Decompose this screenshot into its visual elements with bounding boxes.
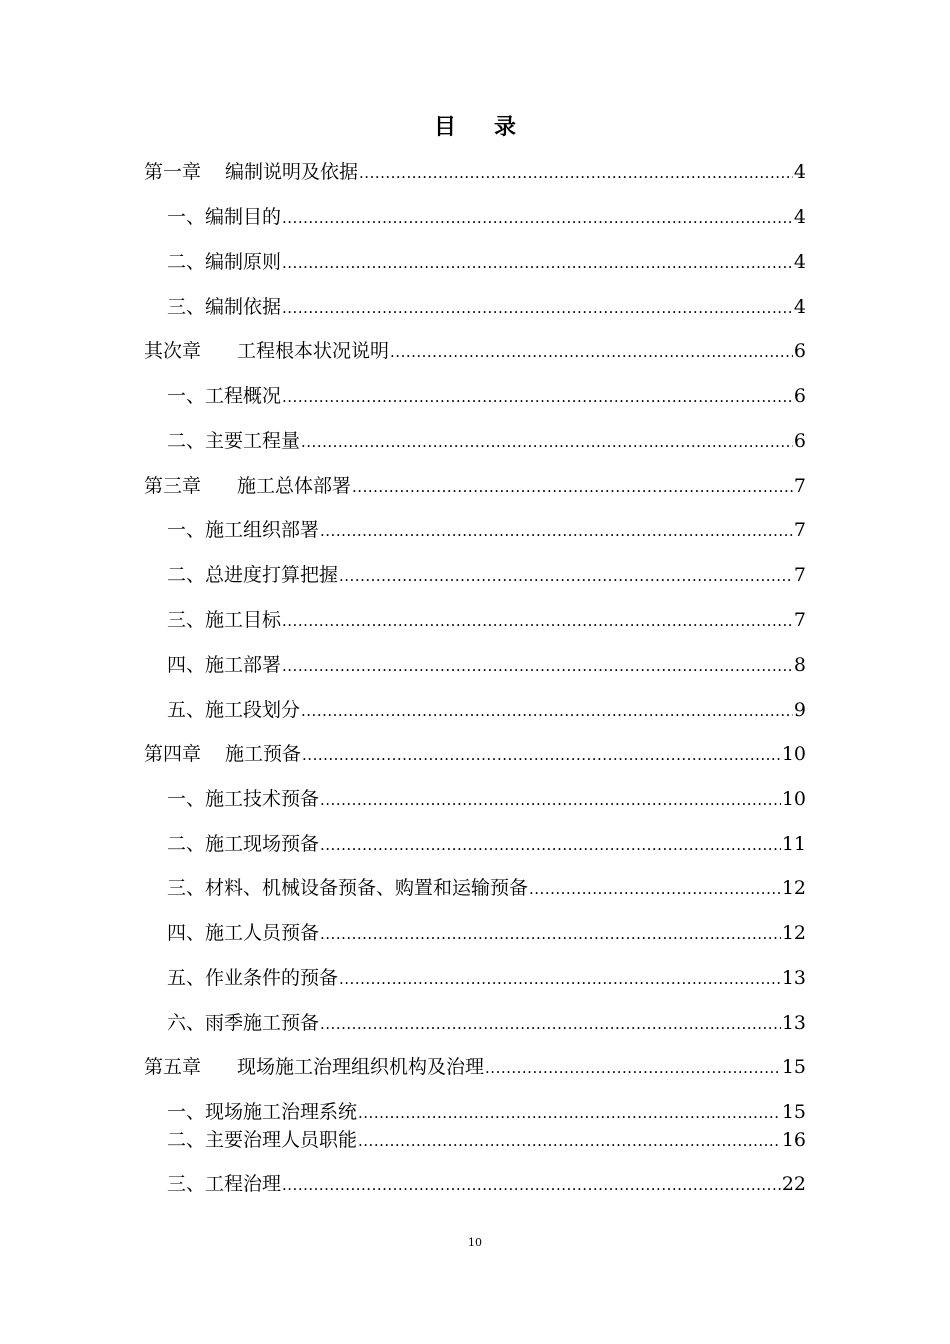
toc-dot-leader (359, 157, 793, 188)
toc-dot-leader (529, 873, 781, 904)
toc-chapter-label: 第一章 (144, 161, 202, 183)
toc-section-title: 五、施工段划分 (167, 699, 301, 721)
toc-section-entry[interactable] (167, 873, 806, 903)
toc-chapter-title: 现场施工治理组织机构及治理 (237, 1056, 485, 1078)
toc-dot-leader (301, 426, 793, 457)
toc-section-entry[interactable] (167, 560, 806, 590)
toc-page-number: 16 (781, 1129, 806, 1151)
toc-section-entry[interactable] (167, 1169, 806, 1199)
toc-dot-leader (302, 739, 781, 770)
toc-page-number: 6 (793, 385, 806, 407)
toc-dot-leader (485, 1052, 781, 1083)
toc-page-number: 15 (781, 1101, 806, 1123)
toc-section-title: 四、施工人员预备 (167, 922, 320, 944)
toc-section-title: 二、施工现场预备 (167, 833, 320, 855)
toc-section-title: 二、总进度打算把握 (167, 564, 339, 586)
toc-dot-leader (339, 963, 781, 994)
toc-page-number: 10 (781, 743, 806, 765)
toc-section-title: 四、施工部署 (167, 654, 282, 676)
toc-chapter-entry[interactable] (144, 739, 806, 769)
toc-chapter-title: 施工总体部署 (237, 475, 352, 497)
toc-section-title: 二、主要治理人员职能 (167, 1129, 358, 1151)
toc-dot-leader (282, 650, 793, 681)
toc-chapter-title: 施工预备 (225, 743, 302, 765)
toc-chapter-text (144, 471, 351, 501)
toc-dot-leader (320, 918, 781, 949)
toc-section-entry[interactable] (167, 247, 806, 277)
toc-chapter-title: 编制说明及依据 (225, 161, 359, 183)
toc-dot-leader (358, 1097, 781, 1128)
toc-section-title: 二、主要工程量 (167, 430, 301, 452)
toc-section-title: 五、作业条件的预备 (167, 967, 339, 989)
toc-section-title: 三、材料、机械设备预备、购置和运输预备 (167, 877, 529, 899)
toc-section-title: 一、编制目的 (167, 206, 282, 228)
toc-page-number: 12 (781, 922, 806, 944)
toc-section-title: 一、现场施工治理系统 (167, 1101, 358, 1123)
toc-page-number: 4 (793, 206, 806, 228)
toc-page-number: 7 (793, 564, 806, 586)
toc-section-entry[interactable] (167, 695, 806, 725)
toc-page-number: 9 (793, 699, 806, 721)
toc-section-title: 一、施工技术预备 (167, 788, 320, 810)
toc-page-number: 15 (781, 1056, 806, 1078)
toc-chapter-entry[interactable] (144, 1052, 806, 1082)
toc-dot-leader (352, 471, 793, 502)
toc-section-title: 三、编制依据 (167, 296, 282, 318)
toc-dot-leader (339, 560, 793, 591)
toc-dot-leader (320, 515, 793, 546)
toc-chapter-entry[interactable] (144, 157, 806, 187)
toc-section-title: 三、施工目标 (167, 609, 282, 631)
toc-page-number: 10 (781, 788, 806, 810)
toc-section-entry[interactable] (167, 1097, 806, 1127)
toc-title-char-1: 目 (433, 114, 456, 140)
toc-section-entry[interactable] (167, 515, 806, 545)
toc-chapter-label: 第三章 (144, 475, 202, 497)
toc-section-entry[interactable] (167, 650, 806, 680)
page-number-footer: 10 (468, 1236, 482, 1249)
toc-section-title: 三、工程治理 (167, 1173, 282, 1195)
toc-chapter-text (144, 157, 358, 187)
toc-dot-leader (320, 829, 781, 860)
toc-title-char-2: 录 (494, 114, 517, 140)
toc-chapter-entry[interactable] (144, 471, 806, 501)
toc-dot-leader (320, 784, 781, 815)
toc-section-entry[interactable] (167, 381, 806, 411)
toc-chapter-entry[interactable] (144, 336, 806, 366)
toc-chapter-label: 其次章 (144, 340, 202, 362)
toc-dot-leader (282, 605, 793, 636)
toc-page-number: 8 (793, 654, 806, 676)
toc-page-number: 13 (781, 1012, 806, 1034)
toc-page-number: 4 (793, 296, 806, 318)
toc-title (0, 110, 950, 141)
toc-section-entry[interactable] (167, 829, 806, 859)
toc-chapter-text (144, 1052, 484, 1082)
toc-dot-leader (282, 292, 793, 323)
toc-dot-leader (320, 1008, 781, 1039)
toc-page-number: 7 (793, 609, 806, 631)
toc-page-number: 4 (793, 161, 806, 183)
toc-page-number: 11 (781, 833, 806, 855)
toc-dot-leader (282, 202, 793, 233)
toc-section-entry[interactable] (167, 1008, 806, 1038)
toc-section-entry[interactable] (167, 605, 806, 635)
toc-section-entry[interactable] (167, 1125, 806, 1155)
toc-section-entry[interactable] (167, 918, 806, 948)
toc-page-number: 6 (793, 340, 806, 362)
toc-section-title: 一、施工组织部署 (167, 519, 320, 541)
toc-section-title: 一、工程概况 (167, 385, 282, 407)
toc-dot-leader (282, 1169, 781, 1200)
toc-section-title: 二、编制原则 (167, 251, 282, 273)
toc-section-entry[interactable] (167, 202, 806, 232)
toc-page-number: 7 (793, 475, 806, 497)
toc-chapter-text (144, 739, 301, 769)
toc-dot-leader (282, 381, 793, 412)
toc-page-number: 22 (781, 1173, 806, 1195)
toc-section-entry[interactable] (167, 784, 806, 814)
toc-dot-leader (358, 1125, 781, 1156)
toc-page-number: 12 (781, 877, 806, 899)
toc-section-entry[interactable] (167, 426, 806, 456)
toc-dot-leader (282, 247, 793, 278)
toc-page-number: 4 (793, 251, 806, 273)
toc-chapter-label: 第五章 (144, 1056, 202, 1078)
toc-page-number: 7 (793, 519, 806, 541)
toc-chapter-text (144, 336, 389, 366)
toc-page-number: 6 (793, 430, 806, 452)
toc-dot-leader (390, 336, 793, 367)
toc-chapter-title: 工程根本状况说明 (237, 340, 390, 362)
toc-dot-leader (301, 695, 793, 726)
toc-section-entry[interactable] (167, 292, 806, 322)
toc-page-number: 13 (781, 967, 806, 989)
toc-section-entry[interactable] (167, 963, 806, 993)
toc-section-title: 六、雨季施工预备 (167, 1012, 320, 1034)
toc-chapter-label: 第四章 (144, 743, 202, 765)
